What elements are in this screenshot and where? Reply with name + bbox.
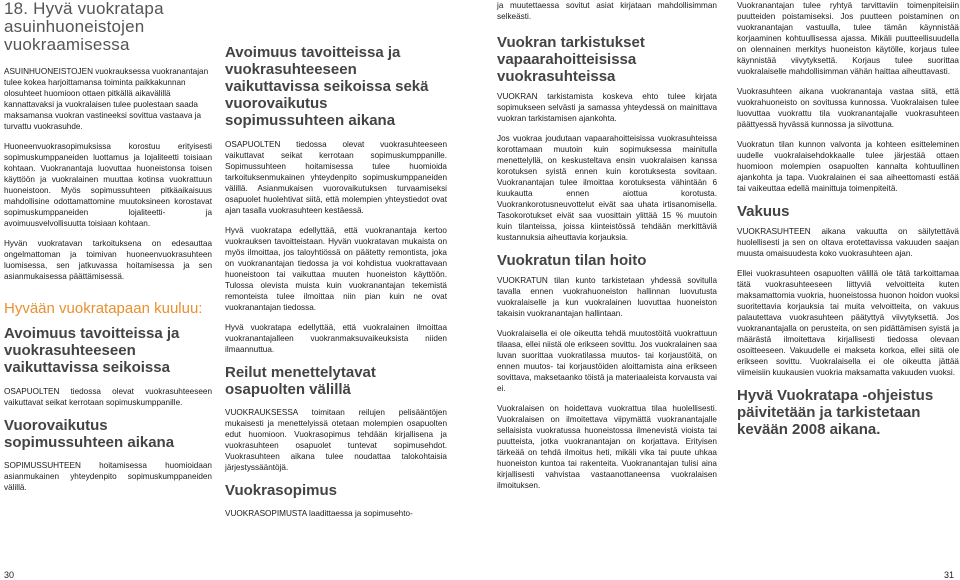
paragraph: Vuokranantajan tulee ryhtyä tarvittaviin toimenpiteisiin puutteiden poistamiseksi. Jos puutteen poistaminen on vuokranantajan vastuulla, tulee tämän käynnistää korjaaminen kohtuullisessa ajassa. Mikäli puutteellisuudella on olennainen merkitys huoneiston käytölle, korjaus tulee käynnistää viivytyksettä. Korjaus tulee suorittaa vuokralaiselle mahdollisimman vähän haittaa aiheuttavasti. — [737, 1, 959, 76]
section-heading: Avoimuus tavoitteissa ja vuokrasuhteeseen vaikuttavissa seikoissa — [4, 325, 180, 376]
closing-heading: Hyvä Vuokratapa -ohjeistus päivitetään ja tarkistetaan kevään 2008 aikana. — [737, 387, 934, 438]
column-2 — [225, 44, 447, 528]
paragraph: Jos vuokraa joudutaan vapaarahoitteisissa vuokrasuhteissa korottamaan muutoin kuin sopimuksessa mainitulla menettelyllä, on keskusteltava ensin vuokralaisen kanssa korotuksen syistä ennen kuin korotuksesta sovitaan. Vuokranantajan tulee ilmoittaa korotuksesta vähintään 6 kuukautta ennen aiottua korotusta. Vuokrankorotusneuvottelut eivät saa uhata irtisanomisella. Tasokorotukset eivät saa vuosittain ylittää 15 % muutoin kuin tilanteissa, joissa kiinteistössä tehdään merkittäviä kustannuksia aiheuttavia korjauksia. — [497, 134, 717, 242]
paragraph: VUOKRATUN tilan kunto tarkistetaan yhdessä sovitulla tavalla ennen vuokrahuoneiston hallinnan luovutusta vuokralaiselle ja kun vuokralainen luovuttaa huoneiston takaisin vuokranantajan hallintaan. — [497, 276, 717, 318]
paragraph: Ellei vuokrasuhteen osapuolten välillä ole tätä tarkoittamaa tätä vuokrasuhteeseen liittyviä velvoitteita kuten maksamattomia vuokria, huoneistossa huonon hoidon vuoksi suoritettavia korjauksia tai muita velvoitteita, on vakuus palautettava vuokrasuhteen päätyttyä viivytyksettä. Jos vuokranantajalla on perusteita, on sen pidättämisen syistä ja määrästä ilmoitettava kirjallisesti tiedossa olevaan osoitteeseen. Vakuudelle ei makseta korkoa, ellei siitä ole erikseen sovittu. Vuokralaisella ei ole oikeutta jättää viimeisiin kuukausien vuokria maksamatta vakuuden vuoksi. — [737, 269, 959, 377]
paragraph: VUOKRASOPIMUSTA laadittaessa ja sopimusehto- — [225, 509, 413, 518]
section-heading: Vuokrasopimus — [225, 482, 337, 499]
paragraph: Vuokralaisella ei ole oikeutta tehdä muutostöitä vuokrattuun tilaasa, ellei niistä ole erikseen sovittu. Jos vuokralainen saa luvan suorittaa vuokratilassa muutos- tai korjaustöitä, on ennen muutos- tai korjaustöiden aloittamista aina erikseen sovittava, maksetaanko töistä ja materiaaleista korvausta vai ei. — [497, 329, 717, 393]
page-number-right: 31 — [943, 570, 954, 580]
paragraph: Vuokralaisen on hoidettava vuokrattua tilaa huolellisesti. Vuokralaisen on ilmoitettava viipymättä vuokranantajalle sellaisista vuokratussa huoneistossa ilmenevistä vioista tai puutteista, jotka vuokranantajan on korjattava. Erityisen tärkeää on tehdä ilmoitus heti, mikäli vika tai puute uhkaa huoneiston kuntoa tai rakenteita. Vuokranantajan tulisi aina kirjallisesti vahvistaa vastaanottaneensa vuokralaisen ilmoituksen. — [497, 404, 717, 490]
section-heading: Vuokratun tilan hoito — [497, 252, 647, 269]
paragraph: Hyvä vuokratapa edellyttää, että vuokranantaja kertoo vuokrauksen tavoitteistaan. Hyvän vuokratavan mukaista on myös ilmoittaa, jos taloyhtiössä on päätetty remontista, joka on vuokranantajan tiedossa ja voi kohdistua vuokrattavaan huoneistoon tai vaikuttaa muuten huoneiston käyttöön. Tulossa olevista muista kuin vuokranantajan tekemistä remonteista tulee ilmoittaa niin pian kuin ne ovat vuokranantajan tiedossa. — [225, 226, 447, 312]
page-number-left: 30 — [4, 570, 15, 580]
page-title: 18. Hyvä vuokratapa asuinhuoneistojen vuokraamisessa — [4, 0, 164, 54]
column-4 — [737, 0, 959, 447]
paragraph: VUOKRAN tarkistamista koskeva ehto tulee kirjata sopimukseen selvästi ja samassa yhteydessä on mainittava vuokran tarkistamisen ajankohta. — [497, 92, 717, 123]
section-heading: Vakuus — [737, 203, 790, 220]
paragraph: Vuokratun tilan kunnon valvonta ja kohteen esitteleminen uudelle vuokralaisehdokkaalle tulee järjestää ottaen huomioon molempien osapuolten kannalta kohtuullinen ajankohta ja tapa. Vuokralainen ei saa aiheettomasti estää tai vaikeuttaa edellä mainittuja toimenpiteitä. — [737, 140, 959, 193]
paragraph: SOPIMUSSUHTEEN hoitamisessa huomioidaan asianmukainen yhteydenpito sopimuskumppaneiden välillä. — [4, 461, 212, 492]
section-heading: Reilut menettelytavat osapuolten välillä — [225, 364, 376, 398]
paragraph: VUOKRAUKSESSA toimitaan reilujen pelisääntöjen mukaisesti ja menettelyissä otetaan molempien osapuolten edut huomioon. Vuokrasopimus tehdään kirjallisena ja vuokrasuhteen osapuolet tuntevat sopimusehdot. Vuokrasuhteen aikana tulee noudattaa talokohtaisia järjestyssääntöjä. — [225, 408, 447, 472]
paragraph: Hyvän vuokratavan tarkoituksena on edesauttaa ongelmattoman ja toimivan huoneenvuokrasuhteen luomisessa, sen jatkuvassa hoitamisessa ja sen asianmukaisessa päättämisessä. — [4, 239, 212, 281]
paragraph: ja muutettaessa sovitut asiat kirjataan mahdollisimman selkeästi. — [497, 1, 717, 21]
column-3 — [497, 0, 717, 500]
paragraph: Vuokrasuhteen aikana vuokranantaja vastaa siitä, että vuokrahuoneisto on sovitussa kunnossa. Vuokralaisen tulee luovuttaa vuokrattu tila vuokranantajalle vuokrasuhteen päättyessä hyvässä kunnossa ja siivottuna. — [737, 87, 959, 129]
section-heading: Avoimuus tavoitteissa ja vuokrasuhteeseen vaikuttavissa seikoissa sekä vuorovaikutus sopimussuhteen aikana — [225, 44, 429, 129]
orange-heading: Hyvään vuokratapaan kuuluu: — [4, 300, 203, 317]
section-heading: Vuokran tarkistukset vapaarahoitteisissa vuokrasuhteissa — [497, 34, 645, 85]
paragraph: VUOKRASUHTEEN aikana vakuutta on säilytettävä huolellisesti ja sen on oltava erotettavissa vakuuden saajan muusta omaisuudesta koko vuokrasuhteen ajan. — [737, 227, 959, 258]
paragraph: OSAPUOLTEN tiedossa olevat vuokrasuhteeseen vaikuttavat seikat kerrotaan sopimuskumppanille. — [4, 387, 212, 407]
intro-paragraph: ASUINHUONEISTOJEN vuokrauksessa vuokranantajan tulee kokea harjoittamansa toiminta paikkakunnan olosuhteet huomioon ottaen pitkällä aikavälillä kannattavaksi ja vuokralaisen tulee puolestaan saada maksamansa vuokran vastineeksi sovittua vastaava ja turvattu vuokrasuhde. — [4, 67, 209, 131]
paragraph: Huoneenvuokrasopimuksissa korostuu erityisesti sopimuskumppaneiden luottamus ja lojaliteetti toisiaan kohtaan. Vuokranantaja luovuttaa huoneistonsa toisen käyttöön ja vuokralainen muuttaa kotinsa vuokrattuun huoneistoon. Myös sopimussuhteen pitkäaikaisuus mahdollisine odottamattomine muutoksineen korostavat sopimuskumppaneiden lojaliteetti- ja avoimuusvelvollisuutta toisiaan kohtaan. — [4, 142, 212, 228]
paragraph: Hyvä vuokratapa edellyttää, että vuokralainen ilmoittaa vuokranantajalleen vuokranmaksuvaikeuksista niiden ilmaannuttua. — [225, 323, 447, 354]
column-1 — [4, 0, 212, 502]
paragraph: OSAPUOLTEN tiedossa olevat vuokrasuhteeseen vaikuttavat seikat kerrotaan sopimuskumppanille. Sopimussuhteen hoitamisessa tulee huomioida tarkoituksenmukainen yhteydenpito sopimuskumppaneiden välillä. Asianmukaisen vuorovaikutuksen turvaamiseksi osapuolet huolehtivat siitä, että molempien yhteystiedot ovat ajan tasalla vuokrasuhteen kestäessä. — [225, 140, 447, 215]
section-heading: Vuorovaikutus sopimussuhteen aikana — [4, 417, 175, 451]
